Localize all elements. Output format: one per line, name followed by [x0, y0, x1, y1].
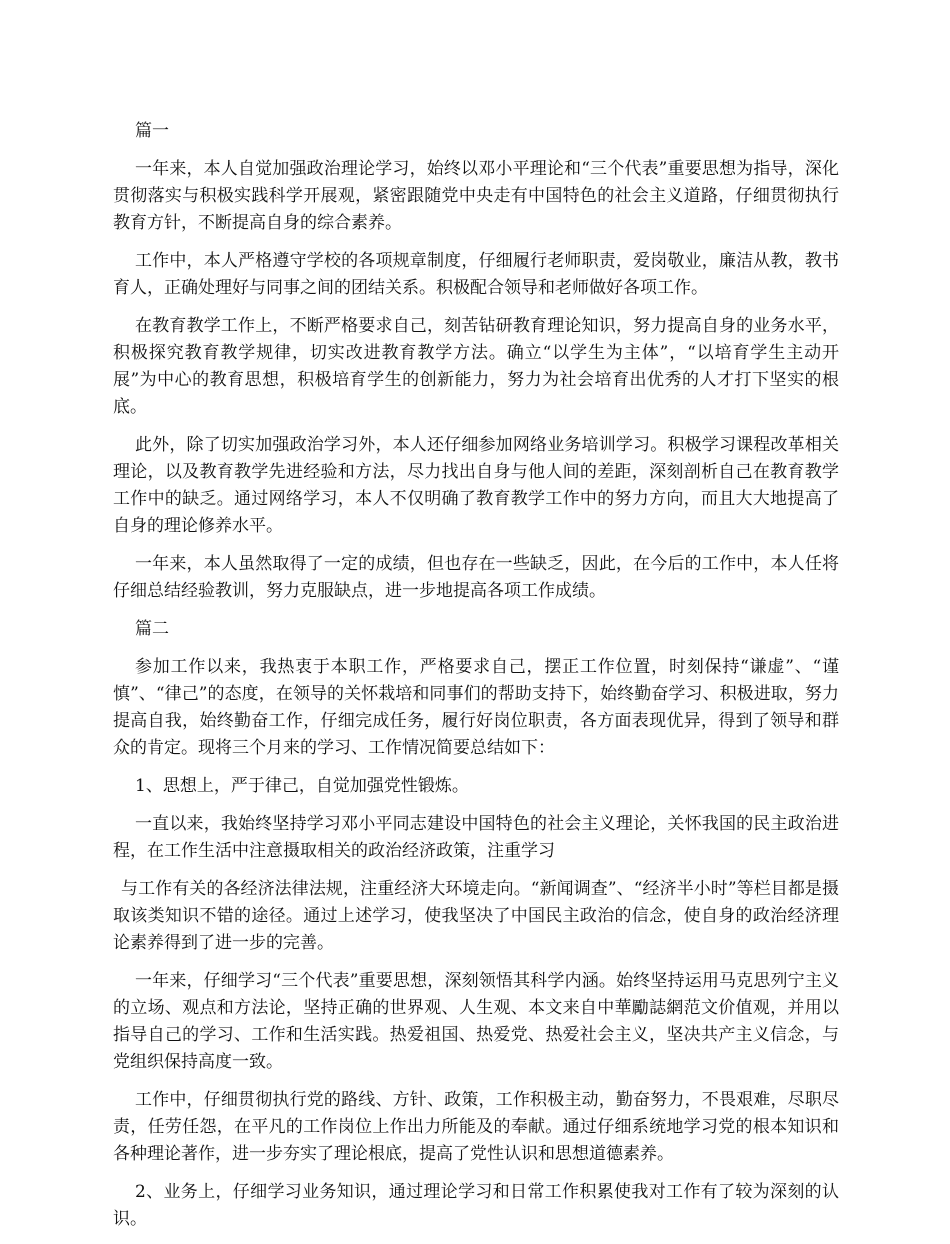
document-page [113, 118, 839, 1244]
paragraph: 此外，除了切实加强政治学习外，本人还仔细参加网络业务培训学习。积极学习课程改革相关理论，以及教育教学先进经验和方法，尽力找出自身与他人间的差距，深刻剖析自己在教育教学工作中的缺乏。通过网络学习，本人不仅明确了教育教学工作中的努力方向，而且大大地提高了自身的理论修养水平。 [113, 435, 839, 536]
numbered-point-1: 1、思想上，严于律己，自觉加强党性锻炼。 [135, 776, 469, 796]
paragraph: 一直以来，我始终坚持学习邓小平同志建设中国特色的社会主义理论，关怀我国的民主政治进程，在工作生活中注意摄取相关的政治经济政策，注重学习 [113, 814, 839, 861]
numbered-point-2: 2、业务上，仔细学习业务知识，通过理论学习和日常工作积累使我对工作有了较为深刻的认识。 [113, 1182, 839, 1229]
section-heading-1: 篇一 [135, 121, 169, 141]
paragraph: 一年来，本人虽然取得了一定的成绩，但也存在一些缺乏，因此，在今后的工作中，本人任将仔细总结经验教训，努力克服缺点，进一步地提高各项工作成绩。 [113, 554, 839, 601]
paragraph: 工作中，仔细贯彻执行党的路线、方针、政策，工作积极主动，勤奋努力，不畏艰难，尽职尽责，任劳任怨，在平凡的工作岗位上作出力所能及的奉献。通过仔细系统地学习党的根本知识和各种理论著作，进一步夯实了理论根底，提高了党性认识和思想道德素养。 [113, 1090, 839, 1164]
paragraph: 一年来，本人自觉加强政治理论学习，始终以邓小平理论和“三个代表”重要思想为指导，深化贯彻落实与积极实践科学开展观，紧密跟随党中央走有中国特色的社会主义道路，仔细贯彻执行教育方针，不断提高自身的综合素养。 [113, 159, 839, 233]
paragraph-continuation: 与工作有关的各经济法律法规，注重经济大环境走向。“新闻调查”、“经济半小时”等栏目都是摄取该类知识不错的途径。通过上述学习，使我坚决了中国民主政治的信念，使自身的政治经济理论素养得到了进一步的完善。 [113, 879, 839, 953]
paragraph: 一年来，仔细学习“三个代表”重要思想，深刻领悟其科学内涵。始终坚持运用马克思列宁主义的立场、观点和方法论，坚持正确的世界观、人生观、本文来自中華勵誌網范文价值观，并用以指导自己的学习、工作和生活实践。热爱祖国、热爱党、热爱社会主义，坚决共产主义信念，与党组织保持高度一致。 [113, 971, 839, 1072]
paragraph: 在教育教学工作上，不断严格要求自己，刻苦钻研教育理论知识，努力提高自身的业务水平，积极探究教育教学规律，切实改进教育教学方法。确立“以学生为主体”，“以培育学生主动开展”为中心的教育思想，积极培育学生的创新能力，努力为社会培育出优秀的人才打下坚实的根底。 [113, 316, 839, 417]
section-heading-2: 篇二 [135, 619, 169, 639]
paragraph: 参加工作以来，我热衷于本职工作，严格要求自己，摆正工作位置，时刻保持“谦虚”、“谨慎”、“律己”的态度，在领导的关怀栽培和同事们的帮助支持下，始终勤奋学习、积极进取，努力提高自我，始终勤奋工作，仔细完成任务，履行好岗位职责，各方面表现优异，得到了领导和群众的肯定。现将三个月来的学习、工作情况简要总结如下： [113, 657, 839, 758]
paragraph: 工作中，本人严格遵守学校的各项规章制度，仔细履行老师职责，爱岗敬业，廉洁从教，教书育人，正确处理好与同事之间的团结关系。积极配合领导和老师做好各项工作。 [113, 251, 839, 298]
